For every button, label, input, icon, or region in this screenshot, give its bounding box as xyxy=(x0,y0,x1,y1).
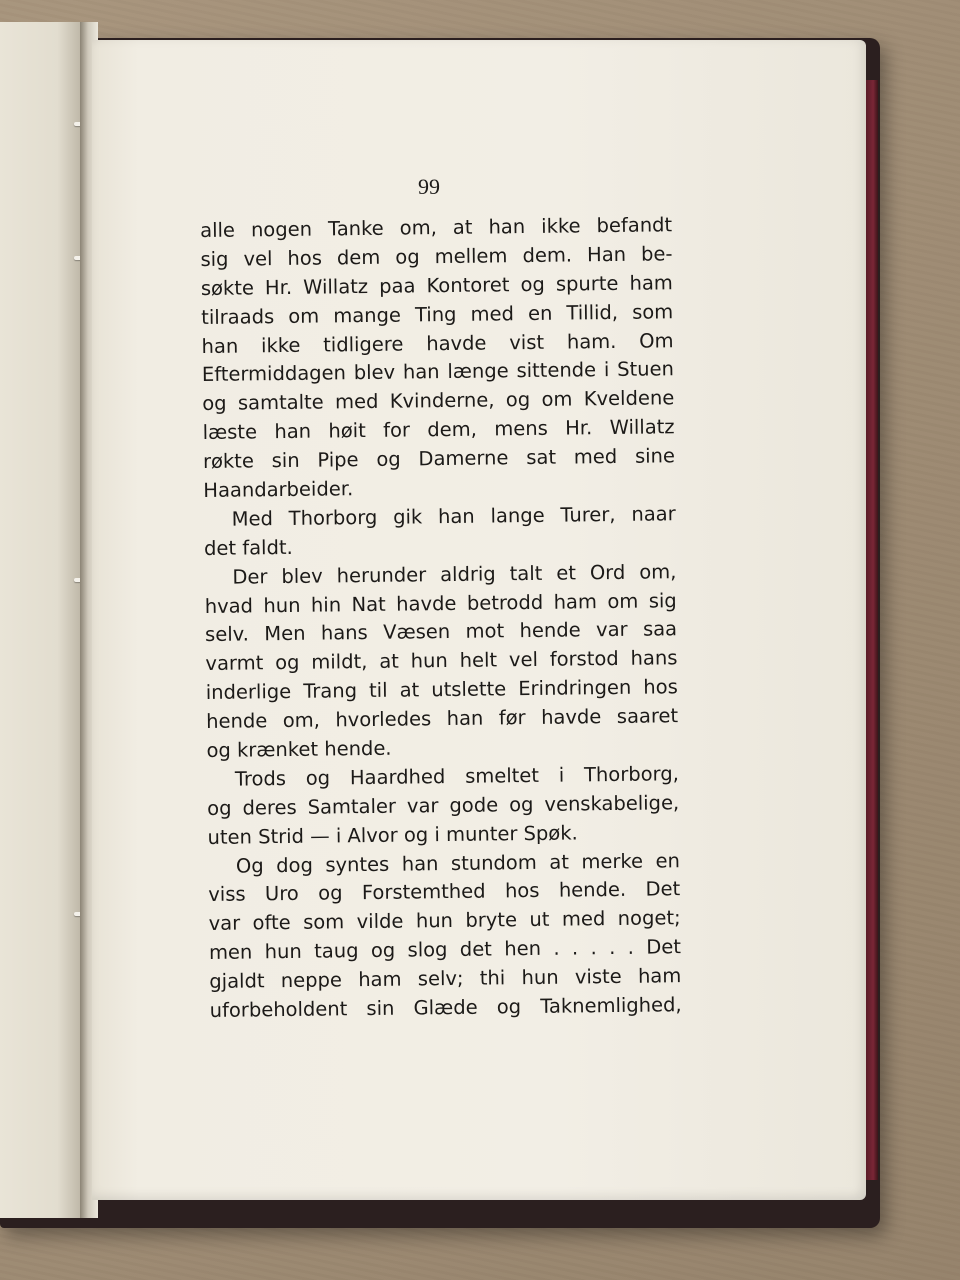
page-number: 99 xyxy=(418,174,440,199)
text-line: Med Thorborg gik han lange Turer, naar xyxy=(231,502,676,531)
text-line: og krænket hende. xyxy=(206,736,392,762)
text-line: Og dog syntes han stundom at merke en xyxy=(235,848,681,878)
text-line: læste han høit for dem, mens Hr. Willatz xyxy=(202,415,675,445)
text-line: var ofte som vilde hun bryte ut med noget; xyxy=(208,906,681,936)
text-line: røkte sin Pipe og Damerne sat med sine xyxy=(202,444,676,474)
text-line: Eftermiddagen blev han længe sittende i Stuen xyxy=(201,357,675,387)
text-line: Der blev herunder aldrig talt et Ord om, xyxy=(232,559,677,589)
cover-edge xyxy=(866,80,878,1180)
text-line: det faldt. xyxy=(203,535,293,560)
text-line: inderlige Trang til at utslette Erindringen hos xyxy=(205,675,678,705)
book-page xyxy=(92,40,866,1200)
text-line: og samtalte med Kvinderne, og om Kveldene xyxy=(202,386,675,416)
text-line: hende om, hvorledes han før havde saaret xyxy=(206,704,679,734)
text-line: selv. Men hans Væsen mot hende var saa xyxy=(204,617,678,647)
text-line: Trods og Haardhed smeltet i Thorborg, xyxy=(234,762,679,791)
text-line: og deres Samtaler var gode og venskabelige, xyxy=(207,791,680,820)
text-line: alle nogen Tanke om, at han ikke befandt xyxy=(200,213,673,242)
text-line: sig vel hos dem og mellem dem. Han be- xyxy=(200,242,673,271)
text-line: varmt og mildt, at hun helt vel forstod hans xyxy=(205,646,678,676)
text-line: søkte Hr. Willatz paa Kontoret og spurte ham xyxy=(200,271,673,300)
left-page xyxy=(0,22,82,1218)
text-line: gjaldt neppe ham selv; thi hun viste ham xyxy=(209,964,682,994)
text-line: han ikke tidligere havde vist ham. Om xyxy=(201,328,674,358)
text-line: Haandarbeider. xyxy=(203,477,354,502)
text-line: viss Uro og Forstemthed hos hende. Det xyxy=(208,877,681,907)
text-line: tilraads om mange Ting med en Tillid, som xyxy=(201,299,674,329)
page-text xyxy=(200,211,682,1026)
text-line: uten Strid — i Alvor og i munter Spøk. xyxy=(207,821,578,849)
text-line: uforbeholdent sin Glæde og Taknemlighed, xyxy=(209,993,682,1022)
text-line: hvad hun hin Nat havde betrodd ham om sig xyxy=(204,588,677,618)
text-line: men hun taug og slog det hen . . . . . Det xyxy=(208,935,682,965)
